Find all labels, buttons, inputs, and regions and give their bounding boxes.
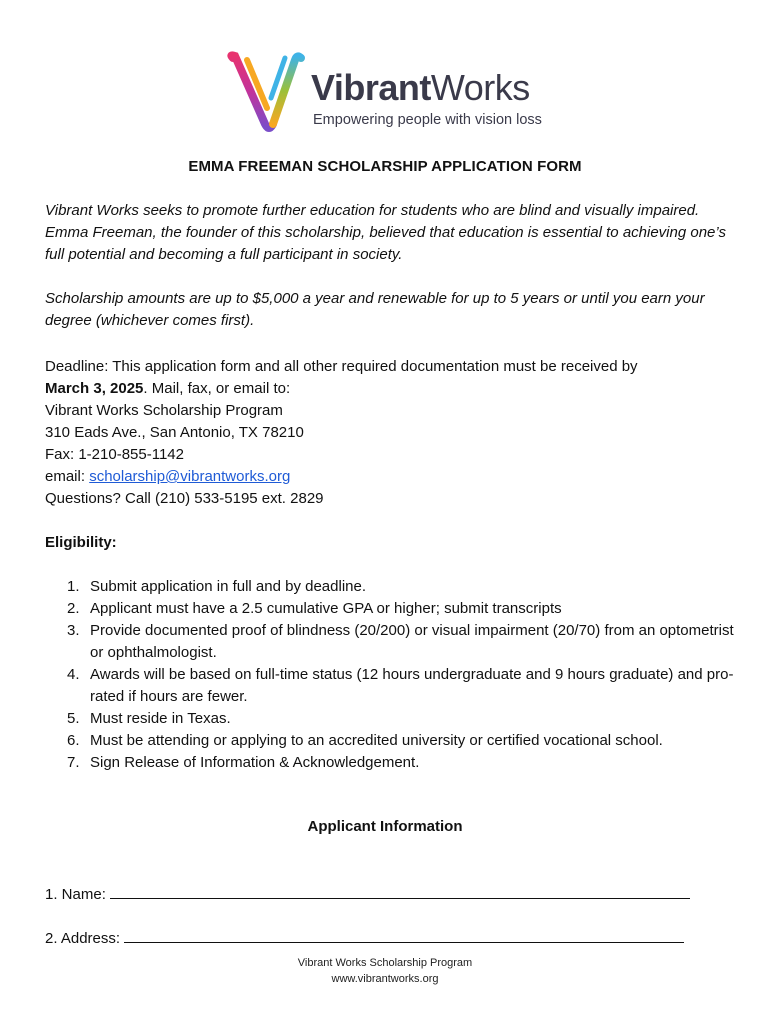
intro-paragraph: Vibrant Works seeks to promote further education for students who are blind and visually impaired. Emma Freeman, the founder of this scholarship, believed that education is essential to achieving one’s full potential and becoming a full participant in society.: [45, 202, 726, 263]
deadline-date: March 3, 2025: [45, 380, 144, 397]
list-number: 1.: [67, 578, 80, 595]
email-label: email:: [45, 468, 90, 485]
list-number: 6.: [67, 732, 80, 749]
eligibility-heading: Eligibility:: [45, 534, 117, 551]
deadline-block: [45, 356, 735, 510]
list-item: [45, 730, 745, 752]
list-item: [45, 576, 745, 598]
list-text: Must be attending or applying to an accredited university or certified vocational school.: [90, 732, 663, 749]
brand-name: [311, 68, 530, 108]
list-item: [45, 598, 745, 620]
vibrant-works-logo: [225, 50, 555, 134]
address-field-label: 2. Address:: [45, 930, 121, 947]
address-field-line[interactable]: [124, 928, 684, 943]
brand-name-light: Works: [430, 67, 530, 108]
fax-number: Fax: 1-210-855-1142: [45, 446, 184, 463]
list-number: 2.: [67, 600, 80, 617]
v-mark-icon: [225, 50, 305, 134]
list-text: Provide documented proof of blindness (20/200) or visual impairment (20/70) from an optometrist or ophthalmologist.: [90, 622, 734, 661]
name-field-row: [45, 884, 690, 906]
org-name: Vibrant Works Scholarship Program: [45, 402, 283, 419]
list-number: 7.: [67, 754, 80, 771]
questions-line: Questions? Call (210) 533-5195 ext. 2829: [45, 490, 324, 507]
list-item: [45, 664, 745, 708]
list-text: Applicant must have a 2.5 cumulative GPA or higher; submit transcripts: [90, 600, 562, 617]
applicant-information-heading: Applicant Information: [307, 818, 463, 835]
form-title: EMMA FREEMAN SCHOLARSHIP APPLICATION FORM: [188, 158, 582, 175]
address-field-row: [45, 928, 684, 950]
list-number: 4.: [67, 666, 80, 683]
list-item: [45, 708, 745, 730]
brand-name-bold: Vibrant: [311, 67, 431, 108]
list-number: 5.: [67, 710, 80, 727]
name-field-label: 1. Name:: [45, 886, 106, 903]
list-text: Submit application in full and by deadline.: [90, 578, 367, 595]
deadline-after-date: . Mail, fax, or email to:: [143, 380, 291, 397]
name-field-line[interactable]: [110, 884, 690, 899]
mailing-address: 310 Eads Ave., San Antonio, TX 78210: [45, 424, 304, 441]
brand-tagline: Empowering people with vision loss: [313, 112, 542, 128]
footer-website: www.vibrantworks.org: [331, 973, 439, 985]
footer-org: Vibrant Works Scholarship Program: [297, 957, 473, 969]
email-link[interactable]: scholarship@vibrantworks.org: [89, 468, 291, 485]
eligibility-list: [45, 576, 745, 774]
list-item: [45, 620, 745, 664]
list-text: Must reside in Texas.: [90, 710, 231, 727]
page-footer: [0, 955, 770, 987]
deadline-lead: Deadline: This application form and all other required documentation must be received by: [45, 358, 638, 375]
list-text: Sign Release of Information & Acknowledgement.: [90, 754, 420, 771]
list-text: Awards will be based on full-time status (12 hours undergraduate and 9 hours graduate) and pro-rated if hours are fewer.: [90, 666, 734, 705]
scholarship-amount-paragraph: Scholarship amounts are up to $5,000 a year and renewable for up to 5 years or until you earn your degree (whichever comes first).: [45, 290, 705, 329]
list-number: 3.: [67, 622, 80, 639]
list-item: [45, 752, 745, 774]
